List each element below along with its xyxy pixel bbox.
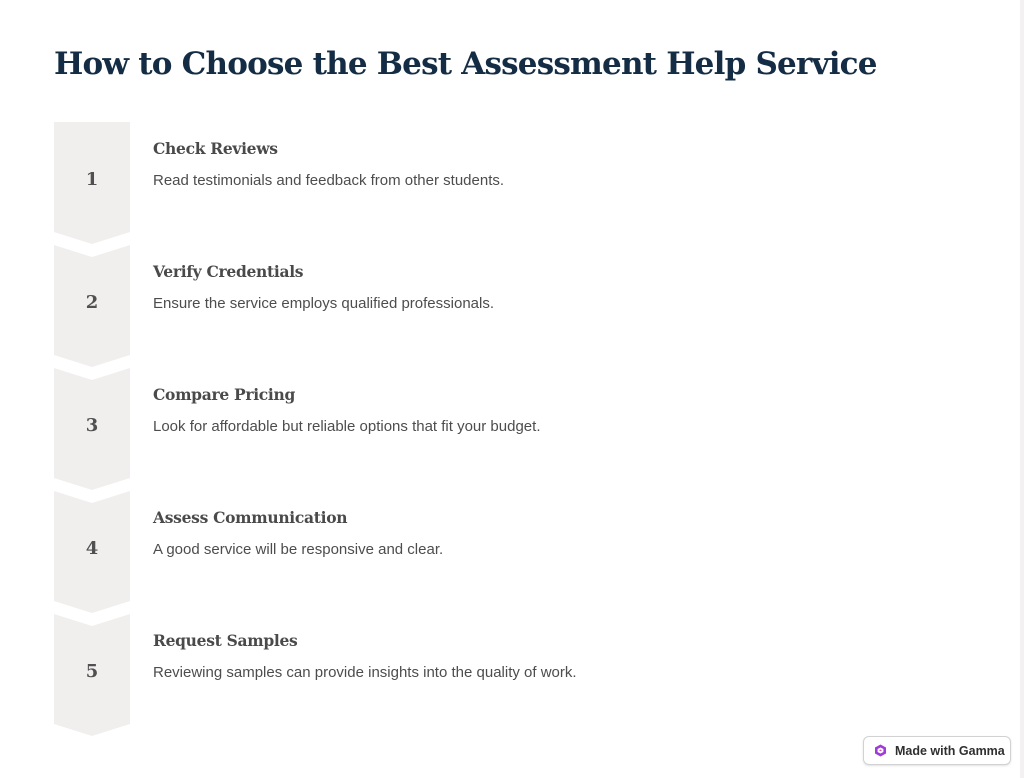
step-item — [54, 122, 954, 245]
step-item — [54, 368, 954, 491]
step-number: 5 — [85, 661, 99, 682]
steps-list — [54, 122, 954, 737]
page-edge — [1020, 0, 1024, 778]
step-description: Look for affordable but reliable options that fit your budget. — [153, 418, 541, 435]
step-item — [54, 491, 954, 614]
step-number: 1 — [85, 169, 99, 190]
step-description: Reviewing samples can provide insights into the quality of work. — [153, 664, 577, 681]
step-number: 4 — [85, 538, 99, 559]
step-title: Assess Communication — [153, 508, 348, 527]
made-with-gamma-label: Made with Gamma — [895, 743, 1005, 758]
step-title: Compare Pricing — [153, 385, 296, 404]
step-number: 3 — [85, 415, 99, 436]
step-description: Read testimonials and feedback from other students. — [153, 172, 505, 189]
step-description: Ensure the service employs qualified professionals. — [153, 295, 495, 312]
step-description: A good service will be responsive and clear. — [153, 541, 444, 558]
step-title: Verify Credentials — [153, 262, 304, 281]
step-item — [54, 614, 954, 737]
step-number: 2 — [85, 292, 99, 313]
step-item — [54, 245, 954, 368]
gamma-logo-icon — [874, 744, 887, 757]
page-title: How to Choose the Best Assessment Help Service — [54, 46, 877, 82]
made-with-gamma-button[interactable] — [863, 736, 1011, 765]
step-title: Check Reviews — [153, 139, 278, 158]
step-title: Request Samples — [153, 631, 298, 650]
